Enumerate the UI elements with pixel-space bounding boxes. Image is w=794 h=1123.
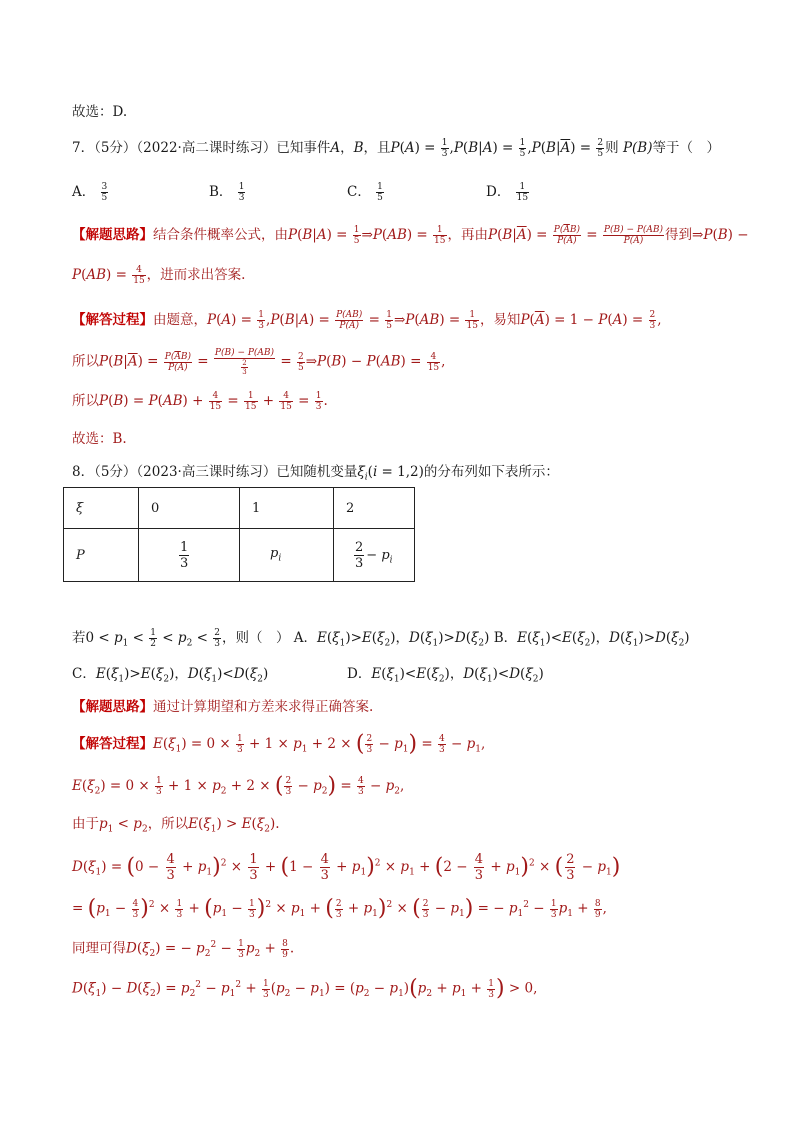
table-cell: 1 bbox=[240, 488, 334, 529]
q8-solution-diff: $D(\xi_1) - D(\xi_2) = p_2^2 - p_1^2$ + $\frac{1}{3}$ $(p_2 - p_1) = (p_2 - p_1)(p_2 + p_1$ + $\frac{1}{3}$ ) > 0, bbox=[72, 976, 538, 1001]
q8-solution-compare: 由于$p_1 < p_2$，所以$E(\xi_1) > E(\xi_2)$. bbox=[72, 816, 280, 835]
table-cell: $p_i$ bbox=[240, 529, 334, 582]
q7-option-d: D． $\frac{1}{15}$ bbox=[486, 182, 529, 203]
table-cell: 0 bbox=[139, 488, 240, 529]
table-cell: $\frac{2}{3}$ − $p_i$ bbox=[334, 529, 415, 582]
q8-solution-d1-cont: = ($p_1$ − $\frac{4}{3}$ )$^2$ × $\frac{1}{3}$ + ($p_1$ − $\frac{1}{3}$ )$^2 \times p_1$ + ( $\frac{2}{3}$ + $p_1)^2$ × ( $\frac{2}{3}$ − $p_1$) = − $p_1^2$ − $\frac{1}{3}$ $p_1$ + $\frac{8}{9}$ , bbox=[72, 896, 607, 921]
question-8: 8．（5分）（2023·高三课时练习）已知随机变量$\xi_i(i = 1,2)$的分布列如下表所示： bbox=[72, 464, 559, 483]
q7-solution-process-3: 所以P(B) = P(AB) + $\frac{4}{15}$ = $\frac{1}{15}$ + $\frac{4}{15}$ = $\frac{1}{3}$ . bbox=[72, 391, 328, 412]
distribution-table bbox=[63, 487, 415, 582]
table-cell: $\frac{1}{3}$ bbox=[139, 529, 240, 582]
table-row bbox=[64, 488, 415, 529]
q8-solution-d1: $D(\xi_1) = (0$ − $\frac{4}{3}$ + $p_1)^2$ × $\frac{1}{3}$ + (1 − $\frac{4}{3}$ + $p_1)^2 \times p_1 + (2$ − $\frac{4}{3}$ + $p_1)^2$ × ( $\frac{2}{3}$ − $p_1$) bbox=[72, 852, 621, 883]
q8-solution-idea: 【解题思路】通过计算期望和方差来求得正确答案. bbox=[72, 699, 374, 715]
question-7: 7．（5分）（2022·高二课时练习）已知事件A，B，且P(A) = $\frac{1}{3}$ ,P(B|A) = $\frac{1}{5}$ $,P(B|\overline{A})$ = $\frac{2}{5}$ 则 P(B)等于（ ） bbox=[72, 138, 720, 159]
q7-solution-idea: 【解题思路】结合条件概率公式，由P(B|A) = $\frac{1}{5}$ ⇒P(AB) = $\frac{1}{15}$ ，再由$P(B|\overline{A})$ = $\frac{P(\overline{A}B)}{P(\overline{A})}$ = $\frac{P(B) - P(AB)}{P(\overline{A})}$ 得到⇒P(B) − bbox=[72, 225, 749, 246]
q8-solution-e2: $E(\xi_2) = 0$ × $\frac{1}{3}$ + $1 \times p_2 + 2$ × ( $\frac{2}{3}$ − $p_2$) = $\frac{4}{3}$ − $p_2$, bbox=[72, 773, 405, 799]
q8-condition: 若$0 < p_1$ < $\frac{1}{2}$ < $p_2$ < $\frac{2}{3}$ ，则（ ） A．$E(\xi_1)>E(\xi_2)$，$D(\xi_1)>D(\xi_2)$ B．$E(\xi_1)<E(\xi_2)$，$D(\xi_1)>D(\xi_2)$ bbox=[72, 628, 690, 649]
q7-solution-process-1: 【解答过程】由题意，P(A) = $\frac{1}{3}$ ,P(B|A) = $\frac{P(AB)}{P(A)}$ = $\frac{1}{5}$ ⇒P(AB) = $\frac{1}{15}$ ，易知$P(\overline{A}) = 1 - P(A)$ = $\frac{2}{3}$ , bbox=[72, 310, 662, 331]
table-cell: ξ bbox=[64, 488, 139, 529]
answer-line-d: 故选：D. bbox=[72, 104, 128, 120]
table-cell: 2 bbox=[334, 488, 415, 529]
q7-solution-idea-cont: P(AB) = $\frac{4}{15}$ ，进而求出答案. bbox=[72, 265, 246, 286]
q7-solution-process-2: 所以$P(B|\overline{A})$ = $\frac{P(\overline{A}B)}{P(\overline{A})}$ = $\frac{P(B) - P(AB)}{\frac{2}{3}}$ = $\frac{2}{5}$ ⇒P(B) − P(AB) = $\frac{4}{15}$ , bbox=[72, 348, 446, 376]
q7-answer-b: 故选：B. bbox=[72, 431, 127, 447]
q8-solution-d2: 同理可得$D(\xi_2)$ = − $p_2^2$ − $\frac{1}{3}$ $p_2$ + $\frac{8}{9}$ . bbox=[72, 938, 295, 960]
q8-solution-e1: 【解答过程】$E(\xi_1) = 0$ × $\frac{1}{3}$ + $1 \times p_1 + 2$ × ( $\frac{2}{3}$ − $p_1$) = $\frac{4}{3}$ − $p_1$, bbox=[72, 731, 486, 757]
q7-option-a: A． $\frac{3}{5}$ bbox=[72, 182, 108, 203]
table-cell: P bbox=[64, 529, 139, 582]
q7-option-c: C． $\frac{1}{5}$ bbox=[347, 182, 383, 203]
q8-option-c: C．$E(\xi_1)>E(\xi_2)$，$D(\xi_1)<D(\xi_2)$ bbox=[72, 666, 269, 685]
table-row bbox=[64, 529, 415, 582]
q7-option-b: B． $\frac{1}{3}$ bbox=[209, 182, 245, 203]
q8-option-d: D．$E(\xi_1)<E(\xi_2)$，$D(\xi_1)<D(\xi_2)$ bbox=[347, 666, 544, 685]
